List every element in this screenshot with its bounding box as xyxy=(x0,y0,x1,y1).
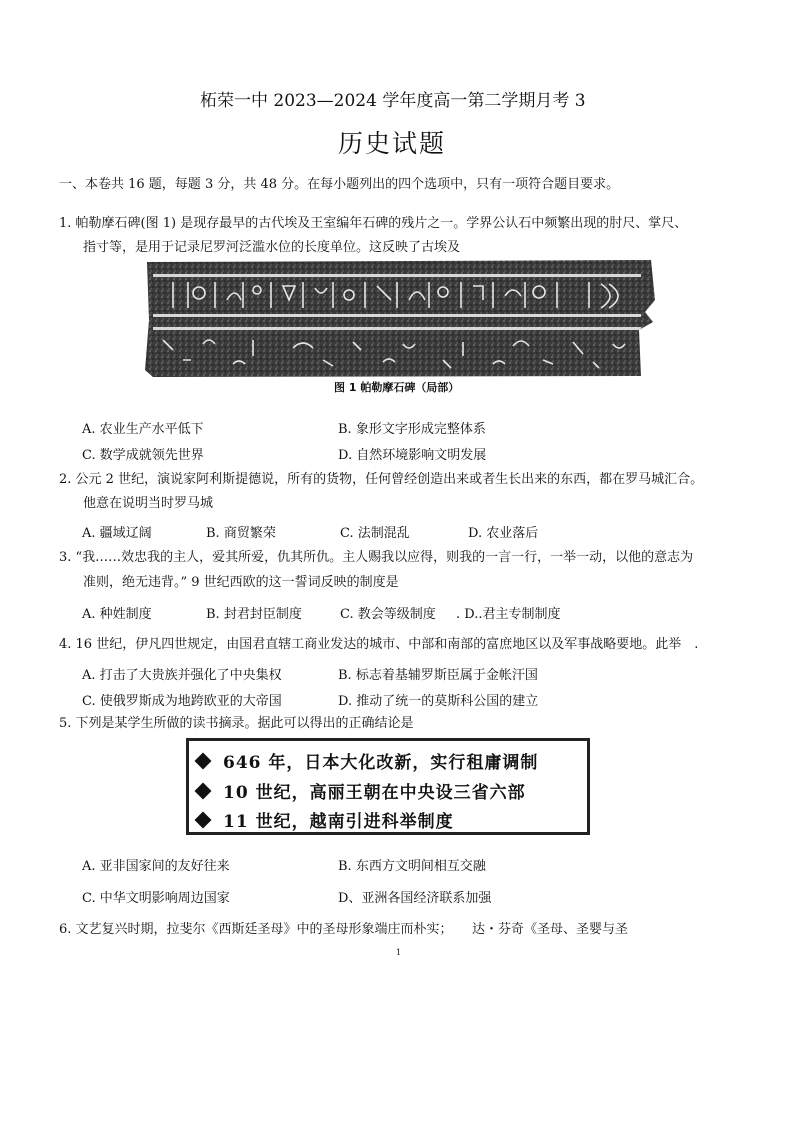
q3-option-d: . D..君主专制制度 xyxy=(456,607,561,622)
q3-option-b: B. 封君封臣制度 xyxy=(206,607,302,622)
palermo-stone-image xyxy=(143,260,656,378)
q2-stem-line1: 2. 公元 2 世纪，演说家阿利斯提德说，所有的货物，任何曾经创造出来或者生长出来的东西，都在罗马城汇合。 xyxy=(59,472,704,487)
q2-stem-line2: 他意在说明当时罗马城 xyxy=(83,496,214,511)
q4-option-d: D. 推动了统一的莫斯科公国的建立 xyxy=(338,694,539,709)
q1-option-b: B. 象形文字形成完整体系 xyxy=(338,422,486,437)
exam-header: 柘荣一中 2023—2024 学年度高一第二学期月考 3 xyxy=(200,91,586,111)
q4-option-c: C. 使俄罗斯成为地跨欧亚的大帝国 xyxy=(82,694,282,709)
q3-option-a: A. 种姓制度 xyxy=(82,607,152,622)
note-line-2: 10 世纪，高丽王朝在中央设三省六部 xyxy=(197,778,526,803)
diamond-bullet-icon xyxy=(195,812,212,829)
page-number: 1 xyxy=(396,948,402,957)
q4-stem-line1: 4. 16 世纪，伊凡四世规定，由国君直辖工商业发达的城市、中部和南部的富庶地区以及军事战略要地。此举 . xyxy=(59,637,699,652)
q5-option-d: D、亚洲各国经济联系加强 xyxy=(338,891,492,906)
figure-caption: 图 1 帕勒摩石碑（局部） xyxy=(334,381,460,394)
note-line-3: 11 世纪，越南引进科举制度 xyxy=(197,807,454,832)
q2-option-c: C. 法制混乱 xyxy=(340,526,410,541)
q1-stem-line1: 1. 帕勒摩石碑(图 1) 是现存最早的古代埃及王室编年石碑的残片之一。学界公认石中频繁出现的肘尺、掌尺、 xyxy=(59,216,688,231)
q3-option-c: C. 教会等级制度 xyxy=(340,607,436,622)
q5-option-c: C. 中华文明影响周边国家 xyxy=(82,891,230,906)
reading-notes-box xyxy=(186,738,590,835)
q5-stem-line1: 5. 下列是某学生所做的读书摘录。据此可以得出的正确结论是 xyxy=(59,716,414,731)
q5-option-a: A. 亚非国家间的友好往来 xyxy=(82,859,230,874)
q3-stem-line1: 3. “我……效忠我的主人，爱其所爱，仇其所仇。主人赐我以应得，则我的一言一行，一举一动，以他的意志为 xyxy=(59,550,694,565)
q1-stem-line2: 指寸等，是用于记录尼罗河泛滥水位的长度单位。这反映了古埃及 xyxy=(83,240,461,255)
diamond-bullet-icon xyxy=(195,783,212,800)
q4-option-b: B. 标志着基辅罗斯臣属于金帐汗国 xyxy=(338,668,538,683)
q1-option-d: D. 自然环境影响文明发展 xyxy=(338,448,487,463)
q1-option-a: A. 农业生产水平低下 xyxy=(82,422,204,437)
q2-option-b: B. 商贸繁荣 xyxy=(206,526,276,541)
q5-option-b: B. 东西方文明间相互交融 xyxy=(338,859,486,874)
section-instruction: 一、本卷共 16 题，每题 3 分，共 48 分。在每小题列出的四个选项中，只有一项符合题目要求。 xyxy=(59,177,620,192)
q2-option-a: A. 疆域辽阔 xyxy=(82,526,152,541)
q4-option-a: A. 打击了大贵族并强化了中央集权 xyxy=(82,668,282,683)
q1-option-c: C. 数学成就领先世界 xyxy=(82,448,204,463)
q3-stem-line2: 准则，绝无违背。” 9 世纪西欧的这一誓词反映的制度是 xyxy=(83,575,399,590)
q2-option-d: D. 农业落后 xyxy=(468,526,539,541)
q6-stem-line1: 6. 文艺复兴时期，拉斐尔《西斯廷圣母》中的圣母形象端庄而朴实； 达・芬奇《圣母、圣婴与圣 xyxy=(59,922,629,937)
note-line-1: 646 年，日本大化改新，实行租庸调制 xyxy=(197,748,538,773)
page-title: 历史试题 xyxy=(338,129,447,158)
diamond-bullet-icon xyxy=(195,753,212,770)
